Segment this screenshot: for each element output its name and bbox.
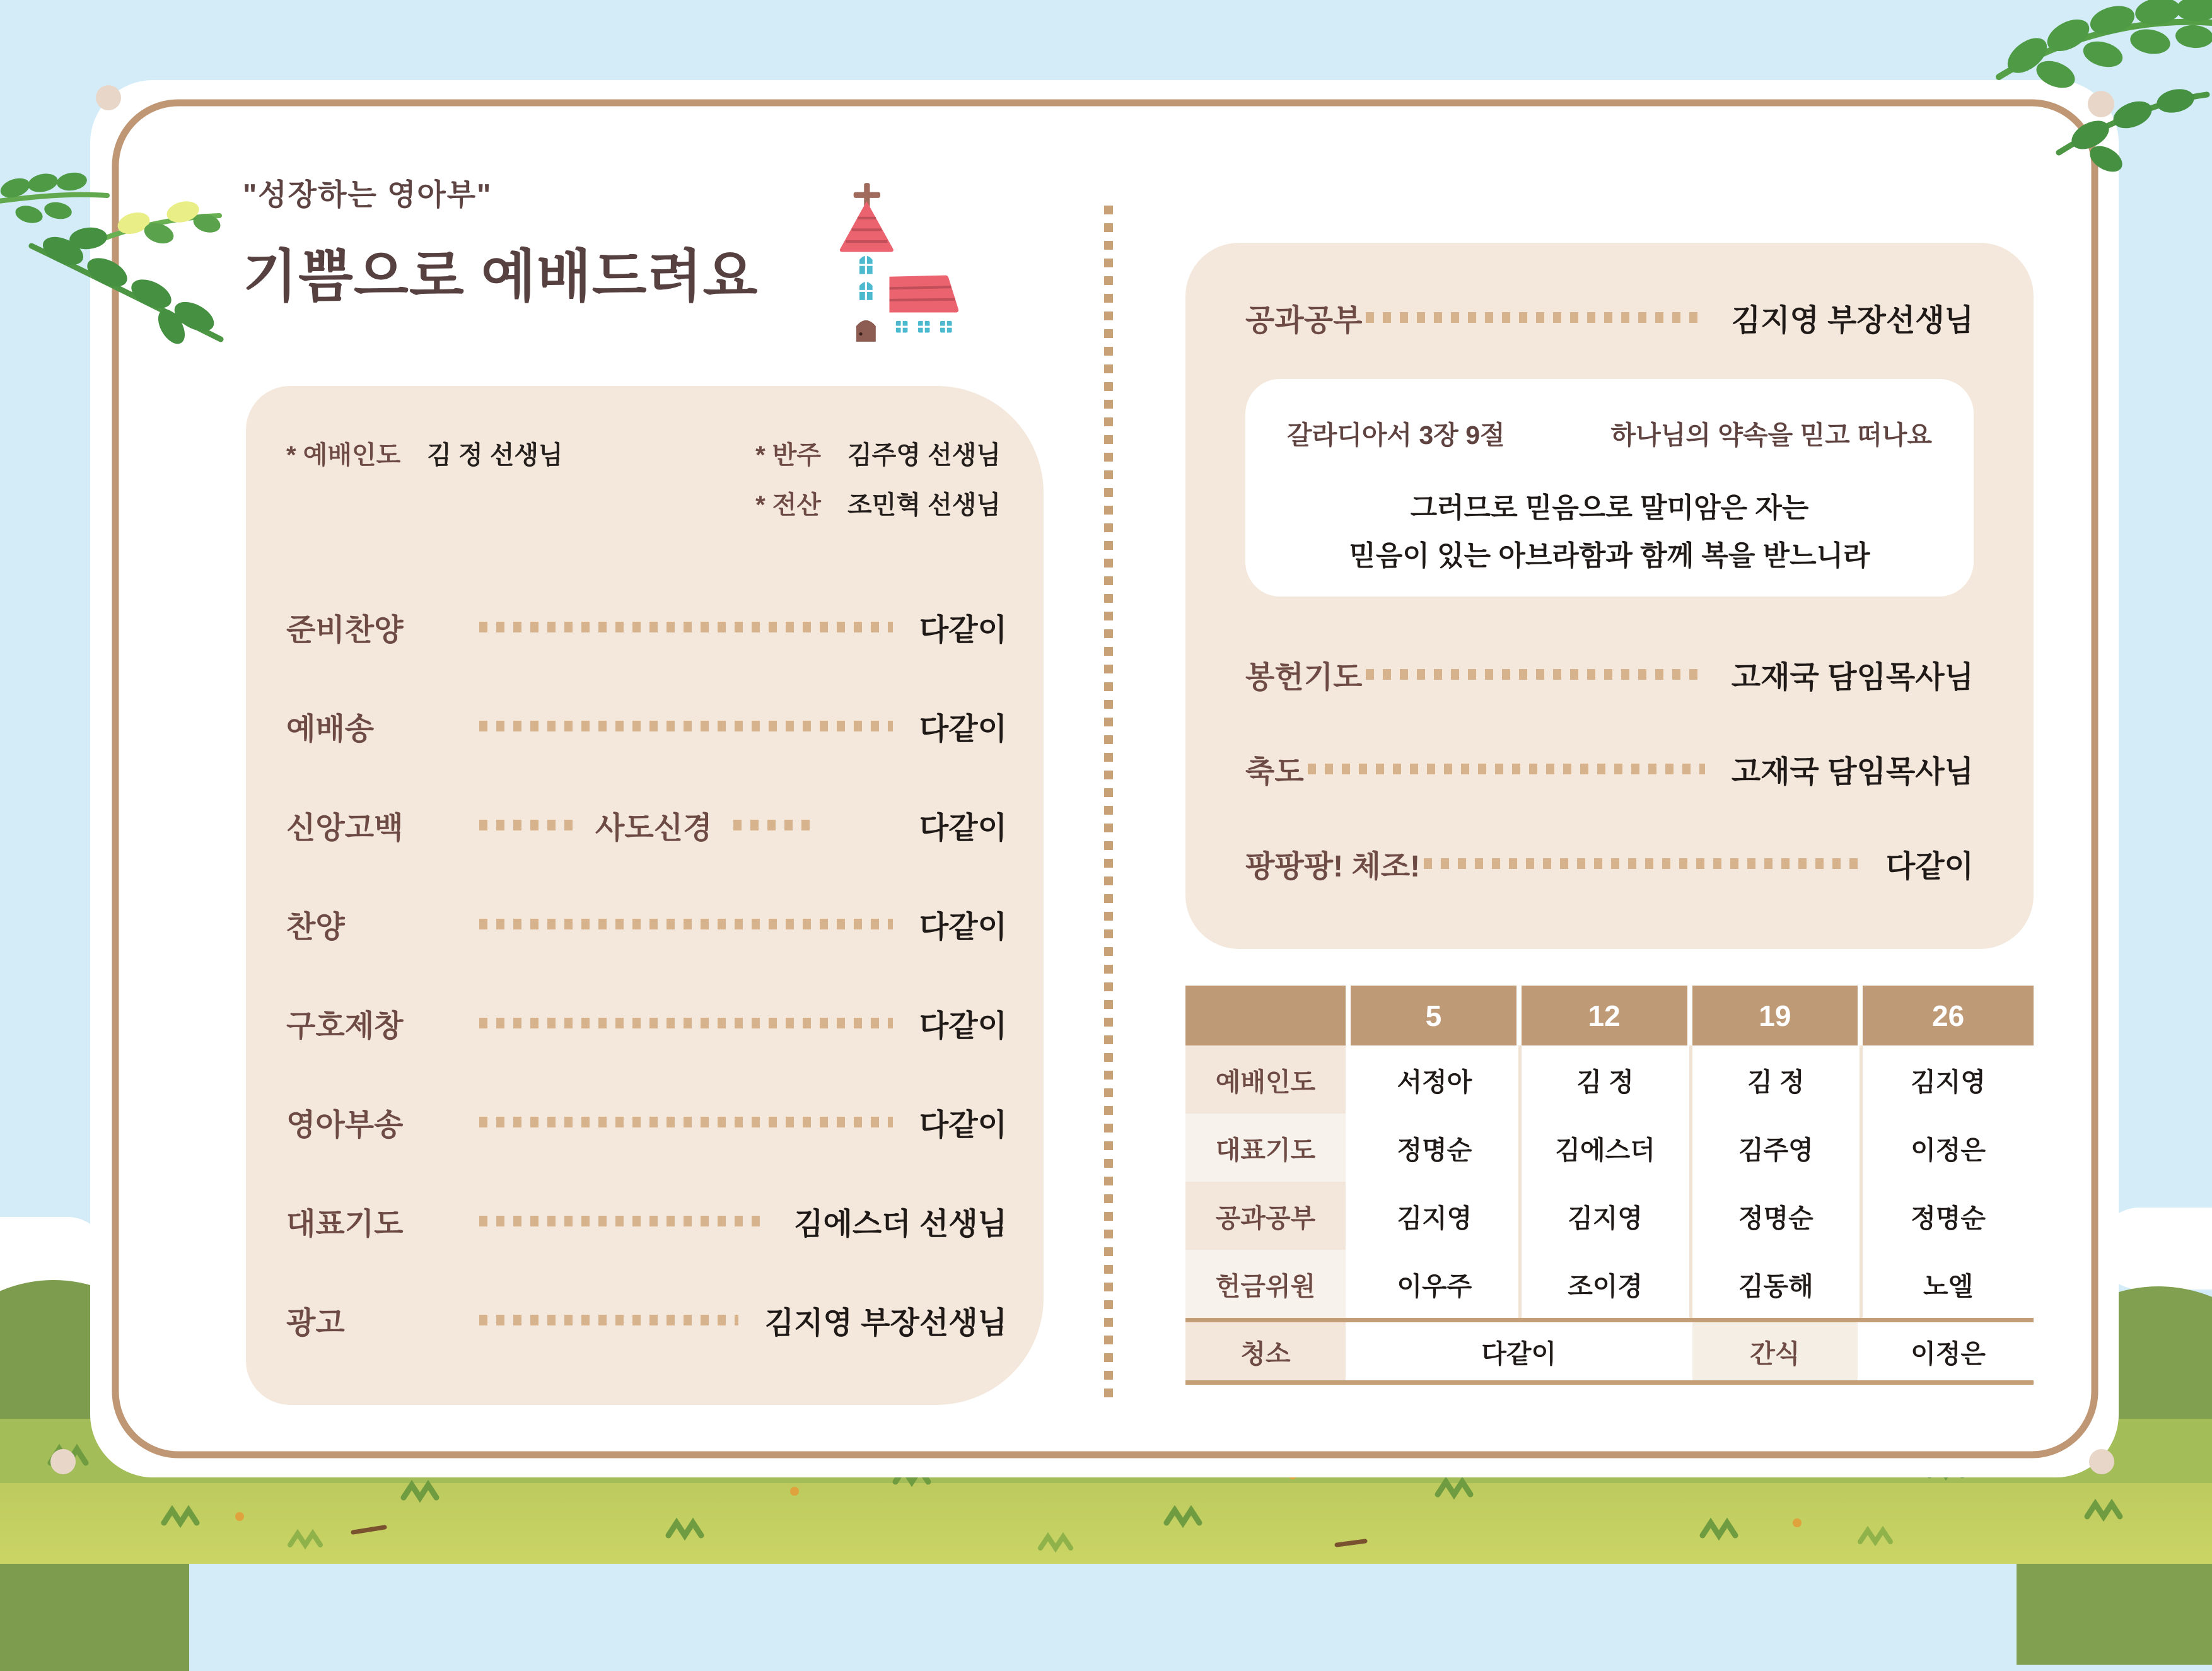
table-cell: 정명순 — [1351, 1114, 1522, 1182]
order-row — [286, 1271, 1007, 1370]
table-footer-value: 다같이 — [1351, 1322, 1692, 1380]
creed-name: 사도신경 — [595, 812, 713, 845]
order-value: 다같이 — [919, 713, 1007, 746]
order-row-creed — [286, 776, 1007, 875]
staff-row-accompanist — [755, 435, 1001, 471]
table-row-label: 공과공부 — [1185, 1182, 1351, 1250]
table-header-date: 5 — [1351, 986, 1522, 1045]
order-row — [286, 677, 1007, 776]
table-footer-label: 청소 — [1185, 1322, 1351, 1380]
table-cell: 이정은 — [1863, 1114, 2034, 1182]
lesson-row — [1245, 816, 1974, 911]
table-cell: 김 정 — [1522, 1045, 1692, 1114]
staff-row-leader — [286, 435, 563, 471]
verse-line-2: 믿음이 있는 아브라함과 함께 복을 받느니라 — [1349, 540, 1870, 571]
table-header-date: 26 — [1863, 986, 2034, 1045]
staff-label: * 전산 — [755, 491, 822, 519]
table-cell: 김지영 — [1522, 1182, 1692, 1250]
dotted-leader — [479, 1117, 893, 1127]
order-label: 예배송 — [286, 713, 375, 746]
lesson-row — [1245, 282, 1974, 352]
dotted-leader — [479, 1315, 738, 1325]
dotted-leader — [479, 1216, 767, 1226]
order-value: 다같이 — [919, 614, 1007, 647]
dotted-leader — [1366, 669, 1704, 680]
order-value: 김지영 부장선생님 — [764, 1307, 1007, 1340]
lesson-panel — [1185, 243, 2034, 949]
verse-line-1: 그러므로 믿음으로 말미암은 자는 — [1410, 492, 1809, 523]
staff-value: 김 정 선생님 — [427, 441, 563, 469]
title-block — [243, 172, 758, 312]
table-cell: 김동해 — [1692, 1250, 1863, 1318]
order-label: 대표기도 — [286, 1208, 404, 1241]
verse-text — [1287, 484, 1932, 580]
table-cell: 이우주 — [1351, 1250, 1522, 1318]
order-value: 다같이 — [919, 1010, 1007, 1043]
staff-label: * 예배인도 — [286, 441, 401, 469]
staff-row-media — [755, 485, 1001, 521]
order-value: 다같이 — [919, 1109, 1007, 1142]
dotted-leader — [479, 721, 893, 731]
table-cell: 김지영 — [1863, 1045, 2034, 1114]
order-row — [286, 1073, 1007, 1172]
table-cell: 노엘 — [1863, 1250, 2034, 1318]
dotted-leader — [1308, 764, 1705, 774]
dotted-leader — [1366, 312, 1704, 323]
dotted-leader — [479, 1018, 893, 1028]
table-row-label: 예배인도 — [1185, 1045, 1351, 1114]
order-of-worship-panel — [246, 386, 1044, 1405]
order-label: 신앙고백 — [286, 812, 404, 845]
order-label: 찬양 — [286, 911, 345, 944]
order-list — [286, 578, 1007, 1370]
lesson-row — [1245, 721, 1974, 816]
item-label: 봉헌기도 — [1245, 660, 1363, 694]
staff-value: 조민혁 선생님 — [847, 491, 1001, 519]
dotted-leader — [479, 820, 574, 830]
table-separator — [1185, 1318, 2034, 1322]
item-label: 축도 — [1245, 755, 1304, 789]
table-header-empty — [1185, 986, 1351, 1045]
order-value: 김에스더 선생님 — [794, 1208, 1007, 1241]
table-cell: 김 정 — [1692, 1045, 1863, 1114]
item-value: 고재국 담임목사님 — [1731, 755, 1974, 789]
verse-reference: 갈라디아서 3장 9절 — [1287, 421, 1505, 450]
dotted-divider — [1104, 206, 1113, 1402]
staff-block — [286, 435, 1007, 535]
order-label: 광고 — [286, 1307, 345, 1340]
item-value: 다같이 — [1885, 849, 1974, 883]
order-label: 준비찬양 — [286, 614, 404, 647]
dotted-leader — [479, 622, 893, 632]
item-value: 고재국 담임목사님 — [1731, 660, 1974, 694]
lesson-theme: 하나님의 약속을 믿고 떠나요 — [1610, 421, 1932, 450]
poster-subtitle: "성장하는 영아부" — [243, 178, 492, 211]
order-row — [286, 875, 1007, 974]
verse-box — [1245, 379, 1974, 597]
order-label: 구호제창 — [286, 1010, 404, 1043]
table-footer-value: 이정은 — [1863, 1322, 2034, 1380]
order-value: 다같이 — [919, 812, 1007, 845]
order-row — [286, 578, 1007, 677]
verse-heading — [1287, 414, 1932, 451]
lesson-row — [1245, 627, 1974, 721]
dotted-leader — [733, 820, 817, 830]
item-label: 팡팡팡! 체조! — [1245, 849, 1421, 883]
table-cell: 김주영 — [1692, 1114, 1863, 1182]
dotted-leader — [479, 919, 893, 929]
order-value: 다같이 — [919, 911, 1007, 944]
table-row-label: 대표기도 — [1185, 1114, 1351, 1182]
lesson-label: 공과공부 — [1245, 303, 1363, 337]
table-header-date: 19 — [1692, 986, 1863, 1045]
table-cell: 서정아 — [1351, 1045, 1522, 1114]
staff-column-right — [755, 435, 1001, 535]
table-separator — [1185, 1380, 2034, 1385]
staff-label: * 반주 — [755, 441, 822, 469]
order-label: 영아부송 — [286, 1109, 404, 1142]
table-footer-label: 간식 — [1692, 1322, 1863, 1380]
table-cell: 김지영 — [1351, 1182, 1522, 1250]
order-row — [286, 974, 1007, 1073]
dotted-leader — [1424, 858, 1860, 869]
lesson-items — [1245, 627, 1974, 911]
order-row — [286, 1172, 1007, 1271]
table-cell: 정명순 — [1692, 1182, 1863, 1250]
monthly-schedule-table — [1185, 986, 2034, 1385]
staff-value: 김주영 선생님 — [847, 441, 1001, 469]
table-row-label: 헌금위원 — [1185, 1250, 1351, 1318]
table-cell: 김에스더 — [1522, 1114, 1692, 1182]
table-cell: 정명순 — [1863, 1182, 2034, 1250]
lesson-teacher: 김지영 부장선생님 — [1731, 303, 1974, 337]
poster-title: 기쁨으로 예배드려요 — [243, 245, 759, 308]
table-header-date: 12 — [1522, 986, 1692, 1045]
table-cell: 조이경 — [1522, 1250, 1692, 1318]
